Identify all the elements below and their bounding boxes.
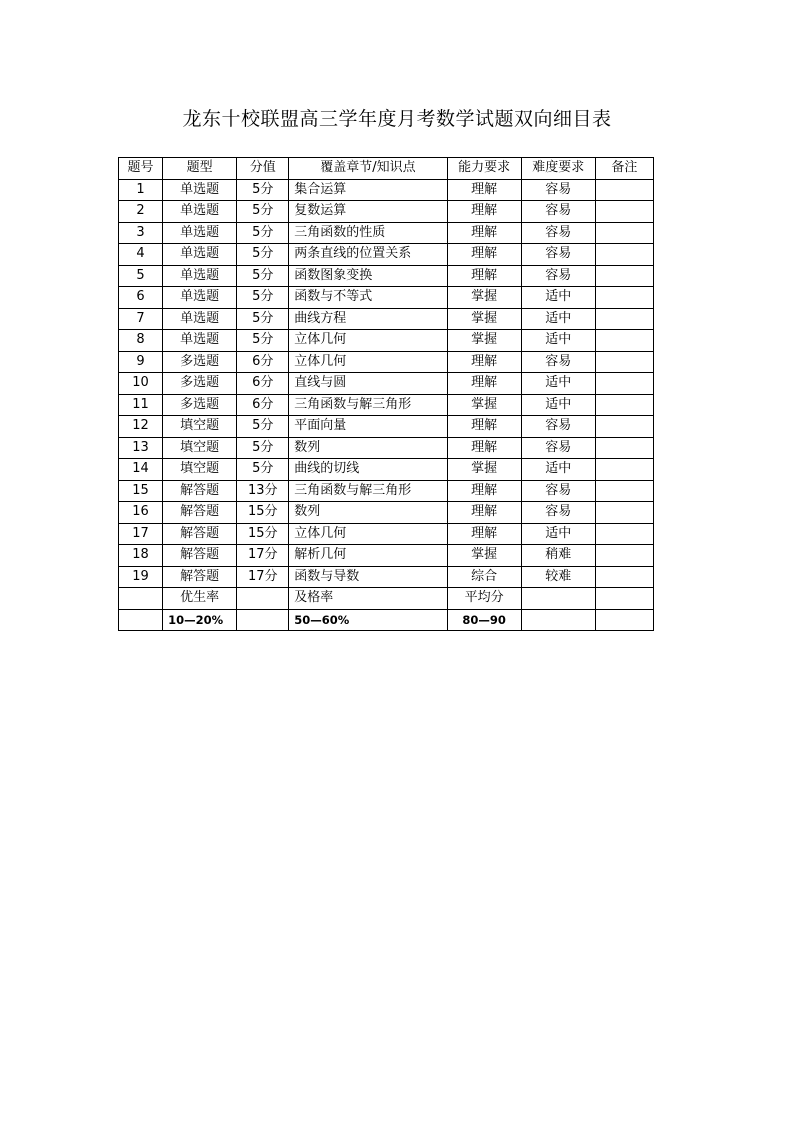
question-number: 11 bbox=[119, 394, 163, 416]
question-type: 多选题 bbox=[163, 351, 237, 373]
question-type: 解答题 bbox=[163, 480, 237, 502]
question-number: 4 bbox=[119, 244, 163, 266]
question-type: 填空题 bbox=[163, 416, 237, 438]
question-score: 17分 bbox=[237, 566, 289, 588]
table-row bbox=[119, 502, 654, 524]
table-row bbox=[119, 545, 654, 567]
summary-empty-cell bbox=[521, 588, 595, 610]
spec-table bbox=[118, 157, 654, 631]
table-row bbox=[119, 308, 654, 330]
note-cell bbox=[595, 287, 653, 309]
note-cell bbox=[595, 459, 653, 481]
note-cell bbox=[595, 330, 653, 352]
difficulty-requirement: 稍难 bbox=[521, 545, 595, 567]
summary-empty-cell bbox=[595, 609, 653, 631]
table-header-row bbox=[119, 158, 654, 180]
question-score: 6分 bbox=[237, 373, 289, 395]
question-type: 单选题 bbox=[163, 265, 237, 287]
question-topic: 立体几何 bbox=[289, 351, 447, 373]
table-row bbox=[119, 416, 654, 438]
note-cell bbox=[595, 437, 653, 459]
note-cell bbox=[595, 416, 653, 438]
question-type: 填空题 bbox=[163, 437, 237, 459]
ability-requirement: 掌握 bbox=[447, 545, 521, 567]
question-number: 18 bbox=[119, 545, 163, 567]
ability-requirement: 理解 bbox=[447, 416, 521, 438]
table-row bbox=[119, 265, 654, 287]
difficulty-requirement: 适中 bbox=[521, 287, 595, 309]
header-type: 题型 bbox=[163, 158, 237, 180]
header-no: 题号 bbox=[119, 158, 163, 180]
ability-requirement: 理解 bbox=[447, 480, 521, 502]
question-score: 15分 bbox=[237, 523, 289, 545]
question-topic: 三角函数的性质 bbox=[289, 222, 447, 244]
table-row bbox=[119, 566, 654, 588]
question-number: 3 bbox=[119, 222, 163, 244]
question-score: 5分 bbox=[237, 222, 289, 244]
question-topic: 函数与不等式 bbox=[289, 287, 447, 309]
excellence-rate-value: 10—20% bbox=[163, 609, 237, 631]
question-number: 1 bbox=[119, 179, 163, 201]
header-score: 分值 bbox=[237, 158, 289, 180]
pass-rate-value: 50—60% bbox=[289, 609, 447, 631]
difficulty-requirement: 容易 bbox=[521, 416, 595, 438]
table-row bbox=[119, 394, 654, 416]
ability-requirement: 掌握 bbox=[447, 308, 521, 330]
average-score-label: 平均分 bbox=[447, 588, 521, 610]
difficulty-requirement: 较难 bbox=[521, 566, 595, 588]
question-topic: 三角函数与解三角形 bbox=[289, 394, 447, 416]
difficulty-requirement: 容易 bbox=[521, 437, 595, 459]
question-score: 5分 bbox=[237, 244, 289, 266]
note-cell bbox=[595, 523, 653, 545]
question-score: 13分 bbox=[237, 480, 289, 502]
difficulty-requirement: 容易 bbox=[521, 351, 595, 373]
header-difficulty: 难度要求 bbox=[521, 158, 595, 180]
header-note: 备注 bbox=[595, 158, 653, 180]
question-topic: 两条直线的位置关系 bbox=[289, 244, 447, 266]
question-type: 多选题 bbox=[163, 394, 237, 416]
question-type: 解答题 bbox=[163, 545, 237, 567]
summary-empty-cell bbox=[595, 588, 653, 610]
summary-value-row bbox=[119, 609, 654, 631]
ability-requirement: 理解 bbox=[447, 179, 521, 201]
table-row bbox=[119, 459, 654, 481]
question-number: 12 bbox=[119, 416, 163, 438]
ability-requirement: 理解 bbox=[447, 373, 521, 395]
difficulty-requirement: 容易 bbox=[521, 502, 595, 524]
question-number: 5 bbox=[119, 265, 163, 287]
question-score: 5分 bbox=[237, 287, 289, 309]
difficulty-requirement: 容易 bbox=[521, 222, 595, 244]
question-score: 5分 bbox=[237, 330, 289, 352]
question-type: 解答题 bbox=[163, 523, 237, 545]
note-cell bbox=[595, 480, 653, 502]
summary-empty-cell bbox=[237, 609, 289, 631]
question-type: 单选题 bbox=[163, 244, 237, 266]
note-cell bbox=[595, 394, 653, 416]
pass-rate-label: 及格率 bbox=[289, 588, 447, 610]
difficulty-requirement: 适中 bbox=[521, 373, 595, 395]
ability-requirement: 理解 bbox=[447, 437, 521, 459]
question-number: 16 bbox=[119, 502, 163, 524]
question-type: 填空题 bbox=[163, 459, 237, 481]
question-type: 单选题 bbox=[163, 308, 237, 330]
summary-label-row bbox=[119, 588, 654, 610]
question-type: 解答题 bbox=[163, 566, 237, 588]
question-score: 5分 bbox=[237, 459, 289, 481]
ability-requirement: 理解 bbox=[447, 244, 521, 266]
ability-requirement: 掌握 bbox=[447, 330, 521, 352]
question-number: 6 bbox=[119, 287, 163, 309]
excellence-rate-label: 优生率 bbox=[163, 588, 237, 610]
difficulty-requirement: 适中 bbox=[521, 308, 595, 330]
note-cell bbox=[595, 201, 653, 223]
table-row bbox=[119, 222, 654, 244]
ability-requirement: 掌握 bbox=[447, 287, 521, 309]
question-number: 13 bbox=[119, 437, 163, 459]
note-cell bbox=[595, 308, 653, 330]
summary-empty-cell bbox=[119, 609, 163, 631]
note-cell bbox=[595, 351, 653, 373]
question-type: 解答题 bbox=[163, 502, 237, 524]
question-number: 7 bbox=[119, 308, 163, 330]
ability-requirement: 理解 bbox=[447, 523, 521, 545]
page-title: 龙东十校联盟高三学年度月考数学试题双向细目表 bbox=[182, 108, 612, 130]
table-row bbox=[119, 437, 654, 459]
note-cell bbox=[595, 373, 653, 395]
question-type: 多选题 bbox=[163, 373, 237, 395]
question-topic: 立体几何 bbox=[289, 330, 447, 352]
table-row bbox=[119, 523, 654, 545]
summary-empty-cell bbox=[237, 588, 289, 610]
difficulty-requirement: 适中 bbox=[521, 330, 595, 352]
table-row bbox=[119, 351, 654, 373]
question-topic: 曲线方程 bbox=[289, 308, 447, 330]
question-number: 14 bbox=[119, 459, 163, 481]
question-type: 单选题 bbox=[163, 201, 237, 223]
question-score: 15分 bbox=[237, 502, 289, 524]
question-type: 单选题 bbox=[163, 222, 237, 244]
ability-requirement: 理解 bbox=[447, 265, 521, 287]
note-cell bbox=[595, 179, 653, 201]
table-row bbox=[119, 480, 654, 502]
question-score: 5分 bbox=[237, 416, 289, 438]
question-topic: 函数图象变换 bbox=[289, 265, 447, 287]
table-row bbox=[119, 373, 654, 395]
difficulty-requirement: 容易 bbox=[521, 244, 595, 266]
question-number: 15 bbox=[119, 480, 163, 502]
ability-requirement: 理解 bbox=[447, 502, 521, 524]
average-score-value: 80—90 bbox=[447, 609, 521, 631]
question-topic: 解析几何 bbox=[289, 545, 447, 567]
question-score: 6分 bbox=[237, 394, 289, 416]
question-topic: 曲线的切线 bbox=[289, 459, 447, 481]
question-type: 单选题 bbox=[163, 287, 237, 309]
ability-requirement: 理解 bbox=[447, 351, 521, 373]
question-type: 单选题 bbox=[163, 179, 237, 201]
question-topic: 平面向量 bbox=[289, 416, 447, 438]
note-cell bbox=[595, 222, 653, 244]
note-cell bbox=[595, 545, 653, 567]
question-topic: 立体几何 bbox=[289, 523, 447, 545]
difficulty-requirement: 适中 bbox=[521, 523, 595, 545]
question-score: 5分 bbox=[237, 437, 289, 459]
question-score: 5分 bbox=[237, 201, 289, 223]
ability-requirement: 掌握 bbox=[447, 394, 521, 416]
question-topic: 数列 bbox=[289, 502, 447, 524]
question-number: 19 bbox=[119, 566, 163, 588]
table-row bbox=[119, 179, 654, 201]
table-row bbox=[119, 201, 654, 223]
note-cell bbox=[595, 265, 653, 287]
question-number: 2 bbox=[119, 201, 163, 223]
question-score: 5分 bbox=[237, 265, 289, 287]
difficulty-requirement: 适中 bbox=[521, 459, 595, 481]
table-row bbox=[119, 287, 654, 309]
difficulty-requirement: 容易 bbox=[521, 265, 595, 287]
question-number: 9 bbox=[119, 351, 163, 373]
question-topic: 集合运算 bbox=[289, 179, 447, 201]
ability-requirement: 综合 bbox=[447, 566, 521, 588]
header-ability: 能力要求 bbox=[447, 158, 521, 180]
question-score: 6分 bbox=[237, 351, 289, 373]
difficulty-requirement: 适中 bbox=[521, 394, 595, 416]
table-row bbox=[119, 330, 654, 352]
question-topic: 函数与导数 bbox=[289, 566, 447, 588]
summary-empty-cell bbox=[119, 588, 163, 610]
question-topic: 数列 bbox=[289, 437, 447, 459]
table-row bbox=[119, 244, 654, 266]
question-score: 5分 bbox=[237, 179, 289, 201]
question-number: 10 bbox=[119, 373, 163, 395]
ability-requirement: 理解 bbox=[447, 222, 521, 244]
summary-empty-cell bbox=[521, 609, 595, 631]
question-score: 17分 bbox=[237, 545, 289, 567]
note-cell bbox=[595, 244, 653, 266]
difficulty-requirement: 容易 bbox=[521, 480, 595, 502]
note-cell bbox=[595, 502, 653, 524]
question-type: 单选题 bbox=[163, 330, 237, 352]
header-topic: 覆盖章节/知识点 bbox=[289, 158, 447, 180]
difficulty-requirement: 容易 bbox=[521, 201, 595, 223]
question-topic: 三角函数与解三角形 bbox=[289, 480, 447, 502]
difficulty-requirement: 容易 bbox=[521, 179, 595, 201]
question-topic: 复数运算 bbox=[289, 201, 447, 223]
question-score: 5分 bbox=[237, 308, 289, 330]
question-topic: 直线与圆 bbox=[289, 373, 447, 395]
question-number: 8 bbox=[119, 330, 163, 352]
question-number: 17 bbox=[119, 523, 163, 545]
ability-requirement: 理解 bbox=[447, 201, 521, 223]
note-cell bbox=[595, 566, 653, 588]
ability-requirement: 掌握 bbox=[447, 459, 521, 481]
